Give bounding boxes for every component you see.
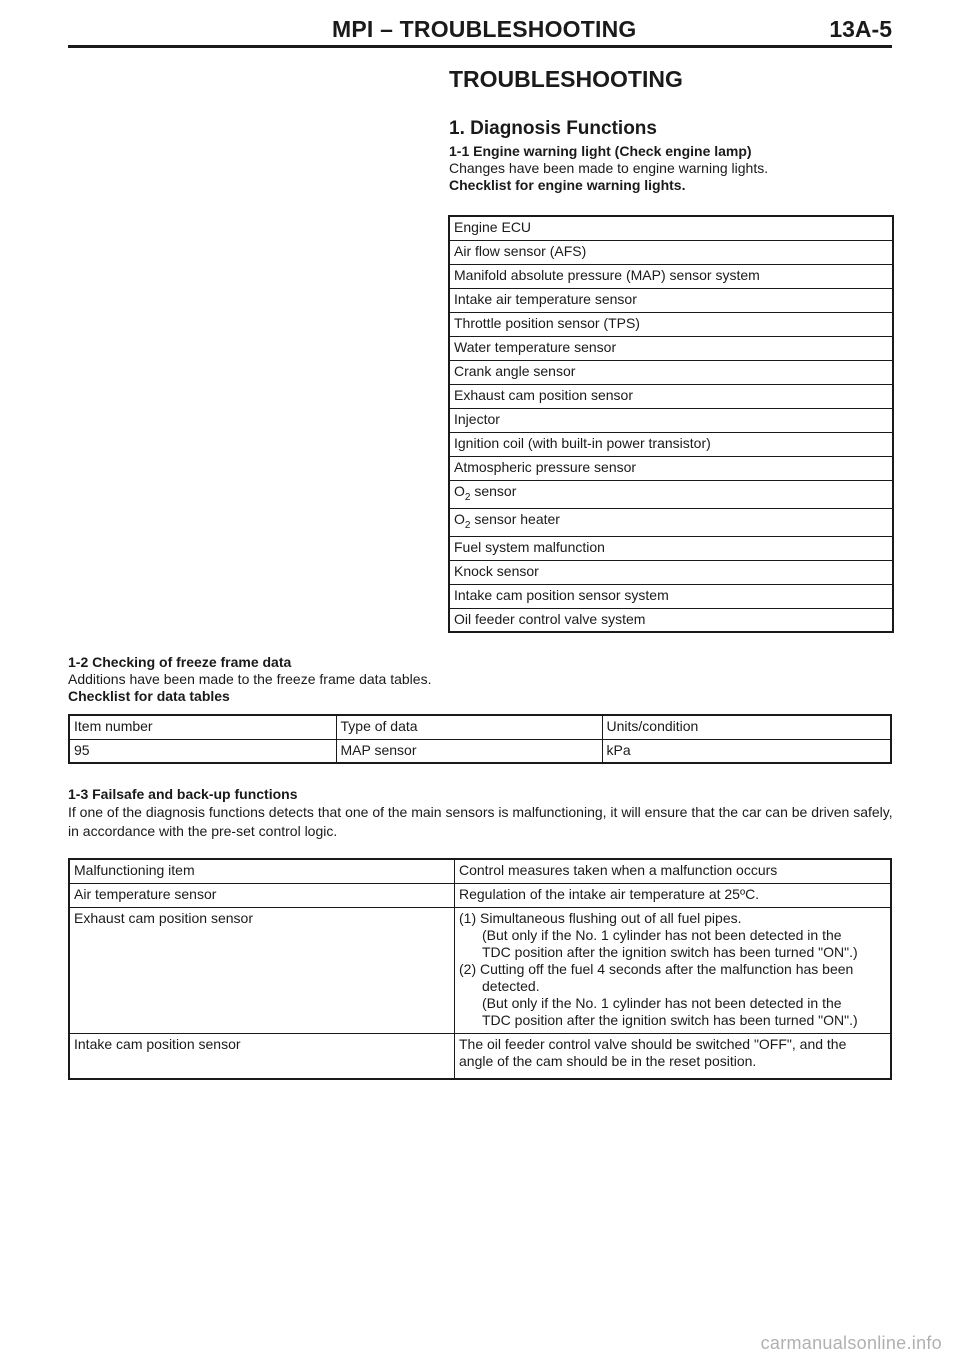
- table-cell: Air flow sensor (AFS): [449, 240, 893, 264]
- measure-line: detected.: [482, 978, 540, 994]
- table-cell: Oil feeder control valve system: [449, 608, 893, 632]
- table-cell: Exhaust cam position sensor: [449, 384, 893, 408]
- measure-line: TDC position after the ignition switch has been turned "ON".): [482, 1012, 858, 1028]
- table-row: [449, 312, 893, 336]
- table-cell: Regulation of the intake air temperature at 25ºC.: [455, 884, 892, 908]
- measure-line: (But only if the No. 1 cylinder has not been detected in the: [482, 927, 842, 943]
- table-cell: Knock sensor: [449, 560, 893, 584]
- table-cell: [455, 908, 892, 1034]
- table-header-row: [69, 715, 891, 739]
- o2-label: sensor heater: [470, 510, 560, 527]
- freeze-frame-data-table: [68, 714, 892, 764]
- table-row: [449, 432, 893, 456]
- measure-line: (1) Simultaneous flushing out of all fuel pipes.: [459, 910, 742, 926]
- table-header-cell: Units/condition: [602, 715, 891, 739]
- failsafe-table: [68, 858, 892, 1080]
- page-header-title: MPI – TROUBLESHOOTING: [332, 16, 637, 42]
- table-cell: Exhaust cam position sensor: [69, 908, 455, 1034]
- table-row: [69, 884, 891, 908]
- table-row: [449, 536, 893, 560]
- table-cell: Intake cam position sensor system: [449, 584, 893, 608]
- table-cell: Air temperature sensor: [69, 884, 455, 908]
- table-cell: Fuel system malfunction: [449, 536, 893, 560]
- table-row: [449, 240, 893, 264]
- table-cell: Atmospheric pressure sensor: [449, 456, 893, 480]
- table-row: [449, 336, 893, 360]
- subsection-1-checklist-label: Checklist for engine warning lights.: [449, 177, 686, 193]
- table-cell-o2-sensor: [449, 480, 893, 508]
- table-cell: kPa: [602, 739, 891, 763]
- table-row: [69, 739, 891, 763]
- o2-symbol: O: [454, 510, 465, 527]
- table-cell: Water temperature sensor: [449, 336, 893, 360]
- page-number: 13A-5: [829, 16, 892, 42]
- subsection-1-title: 1-1 Engine warning light (Check engine lamp): [449, 143, 752, 159]
- table-cell: Intake air temperature sensor: [449, 288, 893, 312]
- o2-symbol: O: [454, 482, 465, 499]
- table-header-cell: Type of data: [336, 715, 602, 739]
- table-cell: Intake cam position sensor: [69, 1034, 455, 1080]
- table-row: [449, 560, 893, 584]
- table-row: [449, 360, 893, 384]
- measure-line: angle of the cam should be in the reset position.: [459, 1053, 757, 1069]
- table-row: [449, 384, 893, 408]
- o2-subscript: 2: [464, 519, 471, 531]
- table-row: [449, 408, 893, 432]
- subsection-3-title: 1-3 Failsafe and back-up functions: [68, 786, 298, 802]
- measure-line: TDC position after the ignition switch has been turned "ON".): [482, 944, 858, 960]
- table-cell-o2-heater: [449, 508, 893, 536]
- measure-line: The oil feeder control valve should be switched "OFF", and the: [459, 1036, 847, 1052]
- table-cell: Engine ECU: [449, 216, 893, 240]
- table-cell: 95: [69, 739, 336, 763]
- subsection-3-text: If one of the diagnosis functions detects that one of the main sensors is malfunctioning, it will ensure that the car can be driven safely, in accordance with the pre-set control logic.: [68, 804, 893, 839]
- table-cell: Ignition coil (with built-in power transistor): [449, 432, 893, 456]
- table-row: [449, 608, 893, 632]
- header-rule: [68, 45, 892, 48]
- table-cell: MAP sensor: [336, 739, 602, 763]
- table-cell: Crank angle sensor: [449, 360, 893, 384]
- table-header-cell: Item number: [69, 715, 336, 739]
- table-row: [449, 480, 893, 508]
- table-cell: Throttle position sensor (TPS): [449, 312, 893, 336]
- subsection-2-title: 1-2 Checking of freeze frame data: [68, 654, 292, 670]
- table-cell: Manifold absolute pressure (MAP) sensor system: [449, 264, 893, 288]
- main-title: TROUBLESHOOTING: [449, 66, 683, 92]
- table-row: [69, 908, 891, 1034]
- o2-label: sensor: [470, 482, 517, 499]
- warning-light-checklist-table: [448, 215, 894, 633]
- section-title: 1. Diagnosis Functions: [449, 118, 657, 139]
- table-row: [449, 584, 893, 608]
- table-row: [449, 288, 893, 312]
- table-cell: [455, 1034, 892, 1080]
- table-header-cell: Control measures taken when a malfunction occurs: [455, 859, 892, 884]
- table-row: [449, 508, 893, 536]
- table-header-row: [69, 859, 891, 884]
- subsection-1-text: Changes have been made to engine warning lights.: [449, 160, 769, 176]
- table-row: [449, 456, 893, 480]
- table-row: [449, 216, 893, 240]
- measure-line: (But only if the No. 1 cylinder has not been detected in the: [482, 995, 842, 1011]
- table-row: [449, 264, 893, 288]
- table-row: [69, 1034, 891, 1080]
- o2-subscript: 2: [464, 491, 471, 503]
- measure-line: (2) Cutting off the fuel 4 seconds after the malfunction has been: [459, 961, 854, 977]
- table-header-cell: Malfunctioning item: [69, 859, 455, 884]
- subsection-2-text: Additions have been made to the freeze frame data tables.: [68, 671, 432, 687]
- table-cell: Injector: [449, 408, 893, 432]
- subsection-2-checklist-label: Checklist for data tables: [68, 688, 230, 704]
- watermark: carmanualsonline.info: [760, 1333, 942, 1353]
